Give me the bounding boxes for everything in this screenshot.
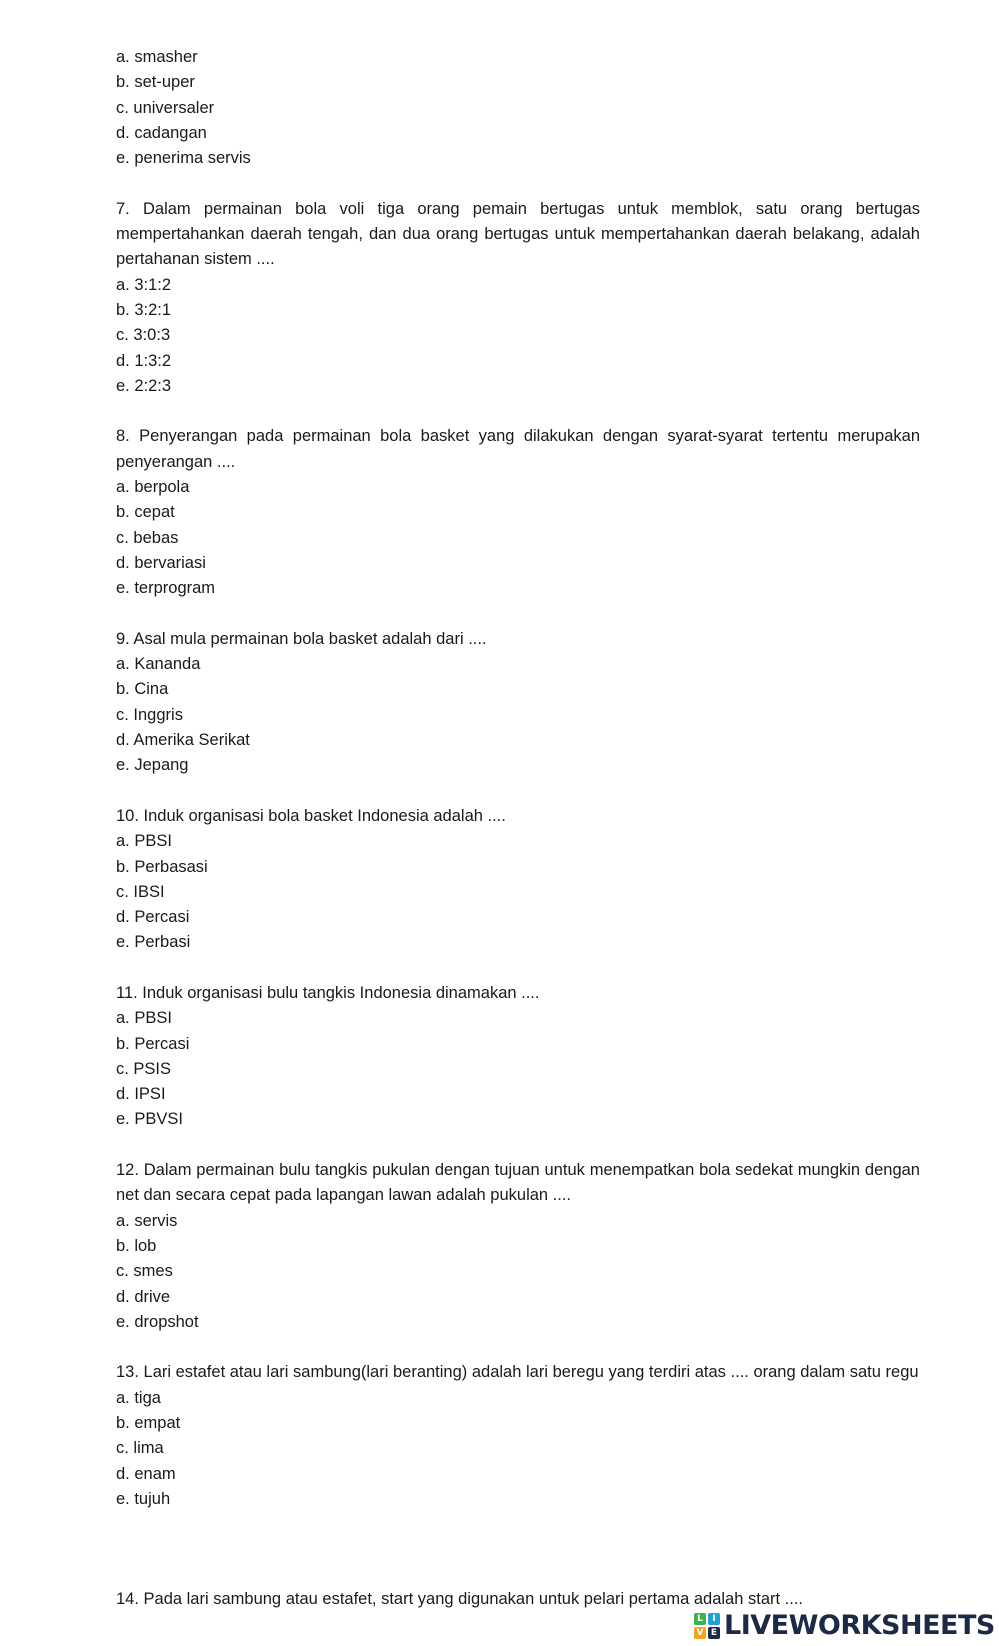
question-text: 12. Dalam permainan bulu tangkis pukulan dengan tujuan untuk menempatkan bola sedekat mungkin dengan net dan secara cepat pada lapangan lawan adalah pukulan ....: [116, 1161, 920, 1205]
option: b. lob: [116, 1236, 157, 1255]
question-8: [116, 424, 920, 601]
liveworksheets-logo: [694, 1610, 995, 1642]
option: d. cadangan: [116, 123, 207, 142]
option: d. Amerika Serikat: [116, 731, 250, 750]
option: b. Perbasasi: [116, 857, 208, 876]
option: d. Percasi: [116, 908, 190, 927]
option: e. dropshot: [116, 1312, 199, 1331]
option: b. cepat: [116, 503, 175, 522]
question-text: 13. Lari estafet atau lari sambung(lari beranting) adalah lari beregu yang terdiri atas .... orang dalam satu regu: [116, 1363, 919, 1382]
option: d. IPSI: [116, 1085, 166, 1104]
option: d. 1:3:2: [116, 351, 172, 370]
logo-tile-i: I: [708, 1613, 720, 1625]
question-text: 7. Dalam permainan bola voli tiga orang pemain bertugas untuk memblok, satu orang bertugas mempertahankan daerah tengah, dan dua orang bertugas untuk mempertahankan daerah belakang, adalah pertahanan sistem ....: [116, 199, 920, 269]
question-10: [116, 804, 920, 956]
option: a. 3:1:2: [116, 275, 172, 294]
option: e. penerima servis: [116, 149, 251, 168]
question-6-options: [116, 45, 920, 171]
question-13: [116, 1360, 920, 1512]
option: b. 3:2:1: [116, 300, 172, 319]
option: a. berpola: [116, 478, 190, 497]
logo-tile-l: L: [694, 1613, 706, 1625]
question-text: 14. Pada lari sambung atau estafet, start yang digunakan untuk pelari pertama adalah start ....: [116, 1590, 804, 1608]
option: d. bervariasi: [116, 553, 206, 572]
question-11: [116, 981, 920, 1133]
question-9: [116, 627, 920, 779]
option: c. Inggris: [116, 705, 183, 724]
option: a. tiga: [116, 1388, 161, 1407]
option: b. Percasi: [116, 1034, 190, 1053]
option: a. Kananda: [116, 655, 201, 674]
option: d. drive: [116, 1287, 171, 1306]
question-7: [116, 197, 920, 399]
option: e. Jepang: [116, 756, 189, 775]
option: c. universaler: [116, 98, 215, 117]
option: e. tujuh: [116, 1489, 171, 1508]
option: c. smes: [116, 1262, 173, 1281]
option: c. lima: [116, 1439, 164, 1458]
option: d. enam: [116, 1464, 176, 1483]
option: e. 2:2:3: [116, 376, 172, 395]
option: e. Perbasi: [116, 933, 191, 952]
question-text: 9. Asal mula permainan bola basket adalah dari ....: [116, 629, 487, 648]
question-text: 8. Penyerangan pada permainan bola basket yang dilakukan dengan syarat-syarat tertentu merupakan penyerangan ....: [116, 427, 920, 471]
logo-tile-v: V: [694, 1627, 706, 1639]
option: a. PBSI: [116, 832, 172, 851]
option: a. PBSI: [116, 1009, 172, 1028]
question-list: [116, 45, 920, 1512]
option: b. empat: [116, 1414, 181, 1433]
logo-wordmark: LIVEWORKSHEETS: [724, 1610, 995, 1641]
option: c. bebas: [116, 528, 179, 547]
option: e. PBVSI: [116, 1110, 183, 1129]
question-text: 10. Induk organisasi bola basket Indonesia adalah ....: [116, 806, 506, 825]
question-12: [116, 1158, 920, 1335]
option: b. Cina: [116, 680, 169, 699]
option: c. IBSI: [116, 882, 165, 901]
question-14: [116, 1587, 803, 1612]
logo-tile-e: E: [708, 1627, 720, 1639]
option: b. set-uper: [116, 73, 195, 92]
option: a. servis: [116, 1211, 178, 1230]
option: e. terprogram: [116, 579, 216, 598]
option: c. 3:0:3: [116, 326, 171, 345]
question-text: 11. Induk organisasi bulu tangkis Indonesia dinamakan ....: [116, 983, 540, 1002]
liveworksheets-logo-icon: [694, 1613, 720, 1639]
option: c. PSIS: [116, 1059, 172, 1078]
option: a. smasher: [116, 48, 198, 66]
